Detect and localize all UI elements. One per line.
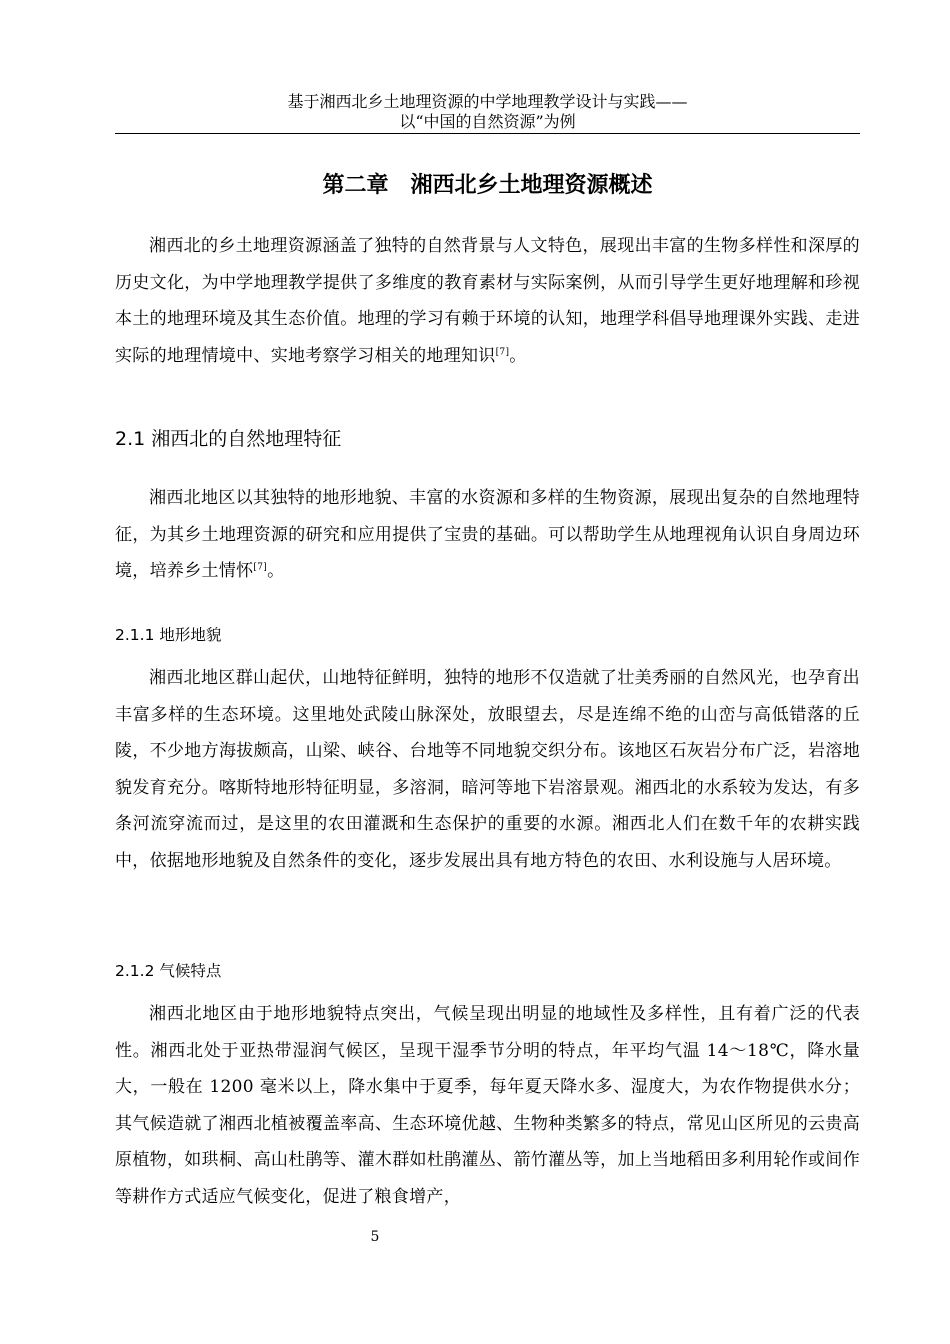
header-line-2: 以“中国的自然资源”为例 <box>399 112 576 131</box>
chapter-title: 第二章 湘西北乡土地理资源概述 <box>322 173 653 198</box>
header-rule <box>115 133 860 134</box>
running-header <box>115 92 860 132</box>
citation: [7] <box>253 562 268 573</box>
section-heading-2-1-1: 2.1.1 地形地貌 <box>115 626 222 644</box>
page-number: 5 <box>370 1229 380 1245</box>
intro-end: 。 <box>509 345 527 366</box>
section-2-1-end: 。 <box>267 561 285 581</box>
section-2-1-1-paragraph: 湘西北地区群山起伏，山地特征鲜明，独特的地形不仅造就了壮美秀丽的自然风光，也孕育出丰富多样的生态环境。这里地处武陵山脉深处，放眼望去，尽是连绵不绝的山峦与高低错落的丘陵，不少地方海拔颇高，山梁、峡谷、台地等不同地貌交织分布。该地区石灰岩分布广泛，岩溶地貌发育充分。喀斯特地形特征明显，多溶洞，暗河等地下岩溶景观。湘西北的水系较为发达，有多条河流穿流而过，是这里的农田灌溉和生态保护的重要的水源。湘西北人们在数千年的农耕实践中，依据地形地貌及自然条件的变化，逐步发展出具有地方特色的农田、水利设施与人居环境。 <box>115 668 860 871</box>
header-line-1: 基于湘西北乡土地理资源的中学地理教学设计与实践—— <box>287 92 688 111</box>
citation: [7] <box>495 346 510 357</box>
intro-paragraph <box>115 228 860 374</box>
section-heading-2-1-2: 2.1.2 气候特点 <box>115 962 222 980</box>
section-2-1-paragraph <box>115 480 860 590</box>
intro-text: 湘西北的乡土地理资源涵盖了独特的自然背景与人文特色，展现出丰富的生物多样性和深厚的历史文化，为中学地理教学提供了多维度的教育素材与实际案例，从而引导学生更好地理解和珍视本土的地理环境及其生态价值。地理的学习有赖于环境的认知，地理学科倡导地理课外实践、走进实际的地理情境中、实地考察学习相关的地理知识 <box>115 236 860 366</box>
section-heading-2-1: 2.1 湘西北的自然地理特征 <box>115 428 342 450</box>
section-2-1-text: 湘西北地区以其独特的地形地貌、丰富的水资源和多样的生物资源，展现出复杂的自然地理特征，为其乡土地理资源的研究和应用提供了宝贵的基础。可以帮助学生从地理视角认识自身周边环境，培养乡土情怀 <box>115 488 860 581</box>
section-2-1-2-paragraph: 湘西北地区由于地形地貌特点突出，气候呈现出明显的地域性及多样性，且有着广泛的代表性。湘西北处于亚热带湿润气候区，呈现干湿季节分明的特点，年平均气温 14～18℃，降水量大，一般在 1200 毫米以上，降水集中于夏季，每年夏天降水多、湿度大，为农作物提供水分；其气候造就了湘西北植被覆盖率高、生态环境优越、生物种类繁多的特点，常见山区所见的云贵高原植物，如珙桐、高山杜鹃等、灌木群如杜鹃灌丛、箭竹灌丛等，加上当地稻田多利用轮作或间作等耕作方式适应气候变化，促进了粮食增产， <box>115 1004 860 1207</box>
